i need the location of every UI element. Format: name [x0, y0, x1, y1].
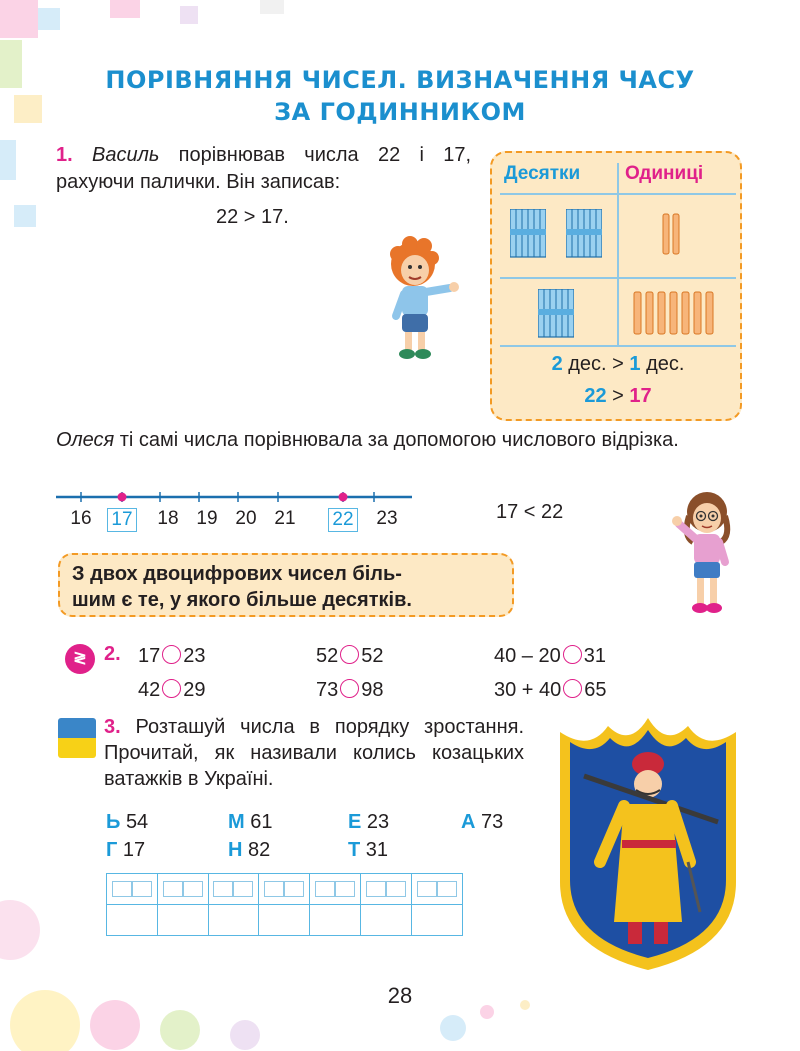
- answer-cell-number[interactable]: [411, 874, 462, 905]
- decor-square: [38, 8, 60, 30]
- table-divider: [500, 345, 736, 347]
- olesia-text: [56, 427, 746, 453]
- title-line-1: ПОРІВНЯННЯ ЧИСЕЛ. ВИЗНАЧЕННЯ ЧАСУ: [105, 66, 695, 94]
- number-line-label: 16: [70, 508, 92, 529]
- number-line-label: 21: [274, 508, 296, 529]
- rule-line-2: шим є те, у якого більше десятків.: [72, 589, 412, 611]
- answer-grid: [106, 873, 463, 936]
- table-divider: [500, 193, 736, 195]
- caption-text: дес. >: [562, 353, 630, 375]
- rule-box: [58, 553, 514, 617]
- exercise-2-number: 2.: [104, 643, 121, 665]
- boy-illustration: [388, 236, 468, 364]
- letter-value: [348, 839, 388, 862]
- exercise-3-text: [104, 714, 524, 792]
- tens-header: Десятки: [504, 163, 581, 184]
- answer-cell-letter[interactable]: [107, 905, 158, 936]
- compare-left: 40 – 20: [494, 645, 561, 667]
- answer-cell-number[interactable]: [208, 874, 259, 905]
- compare-right: 31: [583, 645, 606, 667]
- compare-left: 30 + 40: [494, 679, 562, 701]
- exercise-1-name: Василь: [91, 144, 160, 166]
- caption-value: 17: [629, 385, 652, 407]
- number-line-label: 19: [196, 508, 218, 529]
- answer-circle[interactable]: [563, 679, 582, 698]
- decor-dot: [230, 1020, 260, 1050]
- letter-value: [461, 811, 503, 834]
- number-line-label: 23: [376, 508, 398, 529]
- decor-square: [180, 6, 198, 24]
- decor-square: [260, 0, 284, 14]
- ones-sticks-icon: [632, 291, 720, 335]
- answer-circle[interactable]: [340, 679, 359, 698]
- caption-value: 2: [551, 353, 563, 375]
- table-divider: [500, 277, 736, 279]
- compare-left: 73: [316, 679, 339, 701]
- decor-dot: [440, 1015, 466, 1041]
- caption-text: дес.: [640, 353, 685, 375]
- ukraine-flag-icon: [58, 718, 96, 758]
- girl-illustration: [667, 488, 737, 618]
- exercise-1-body: порівнював числа 22 і 17, рахуючи палички. Він записав:: [56, 144, 472, 193]
- compare-right: 98: [361, 679, 384, 701]
- value: 61: [250, 811, 273, 833]
- olesia-result: 17 < 22: [496, 501, 564, 523]
- decor-square: [14, 205, 36, 227]
- compare-item: [316, 677, 384, 703]
- exercise-3-body: Розташуй числа в порядку зростання. Прочитай, як називали колись козацьких ватажків в Україні.: [104, 716, 524, 790]
- compare-icon: ≷: [65, 644, 95, 674]
- tens-bundle-icon: [566, 209, 602, 259]
- compare-right: 23: [183, 645, 206, 667]
- letter-value: [106, 839, 145, 862]
- compare-item: [138, 677, 206, 703]
- answer-cell-number[interactable]: [107, 874, 158, 905]
- table-divider: [617, 163, 619, 345]
- value: 73: [481, 811, 504, 833]
- olesia-body: ті самі числа порівнювала за допомогою числового відрізка.: [114, 429, 679, 451]
- olesia-name: Олеся: [56, 429, 115, 451]
- table-caption-numbers: [492, 385, 744, 408]
- answer-circle[interactable]: [162, 679, 181, 698]
- compare-left: 17: [138, 645, 161, 667]
- letter-value: [348, 811, 389, 834]
- number-line-label: 18: [157, 508, 179, 529]
- letter: М: [228, 811, 245, 833]
- number-line-label-marked: 17: [107, 508, 137, 532]
- letter: Е: [348, 811, 362, 833]
- letter-value: [228, 811, 272, 834]
- letter: Ь: [106, 811, 121, 833]
- compare-item: [494, 677, 607, 703]
- value: 54: [125, 811, 149, 833]
- compare-left: 52: [316, 645, 339, 667]
- number-line-marker: [118, 493, 127, 502]
- title-line-2: ЗА ГОДИННИКОМ: [274, 98, 526, 126]
- exercise-1-number: 1.: [56, 144, 73, 166]
- answer-cell-number[interactable]: [310, 874, 361, 905]
- value: 31: [365, 839, 389, 861]
- ones-header: Одиниці: [625, 163, 704, 184]
- letter-value: [228, 839, 270, 862]
- number-line-label-marked: 22: [328, 508, 358, 532]
- caption-value: 22: [584, 385, 607, 407]
- letter: Г: [106, 839, 118, 861]
- answer-cell-letter[interactable]: [208, 905, 259, 936]
- ones-sticks-icon: [662, 213, 682, 255]
- answer-cell-letter[interactable]: [259, 905, 310, 936]
- tens-bundle-icon: [538, 289, 574, 339]
- page-title: [40, 64, 760, 128]
- answer-cell-letter[interactable]: [157, 905, 208, 936]
- decor-dot: [0, 900, 40, 960]
- caption-text: >: [606, 385, 630, 407]
- decor-dot: [160, 1010, 200, 1050]
- value: 23: [366, 811, 390, 833]
- answer-grid-number-row: [107, 874, 463, 905]
- letter: Т: [348, 839, 361, 861]
- compare-item: [494, 643, 606, 669]
- exercise-1-result: 22 > 17.: [216, 206, 289, 228]
- cossack-coat-of-arms-icon: [550, 712, 746, 974]
- answer-cell-number[interactable]: [259, 874, 310, 905]
- answer-cell-number[interactable]: [157, 874, 208, 905]
- place-value-table: [490, 151, 742, 421]
- answer-circle[interactable]: [563, 645, 582, 664]
- compare-right: 29: [183, 679, 206, 701]
- answer-cell-letter[interactable]: [360, 905, 411, 936]
- answer-circle[interactable]: [162, 645, 181, 664]
- rule-line-1: З двох двоцифрових чисел біль-: [72, 563, 402, 585]
- letter: А: [461, 811, 476, 833]
- caption-value: 1: [629, 353, 641, 375]
- value: 82: [248, 839, 271, 861]
- answer-cell-letter[interactable]: [411, 905, 462, 936]
- decor-square: [14, 95, 42, 123]
- table-caption-tens: [492, 353, 744, 376]
- number-line-label: 20: [235, 508, 257, 529]
- compare-right: 65: [584, 679, 607, 701]
- answer-cell-number[interactable]: [360, 874, 411, 905]
- compare-right: 52: [361, 645, 384, 667]
- answer-circle[interactable]: [340, 645, 359, 664]
- decor-square: [0, 0, 38, 38]
- exercise-1-text: [56, 142, 471, 196]
- letter: Н: [228, 839, 243, 861]
- number-line-marker: [339, 493, 348, 502]
- answer-grid-letter-row: [107, 905, 463, 936]
- value: 17: [122, 839, 146, 861]
- decor-square: [0, 140, 16, 180]
- letter-value: [106, 811, 148, 834]
- compare-item: [316, 643, 384, 669]
- compare-left: 42: [138, 679, 161, 701]
- compare-item: [138, 643, 206, 669]
- answer-cell-letter[interactable]: [310, 905, 361, 936]
- number-line-axis: [56, 485, 416, 509]
- decor-square: [0, 40, 22, 88]
- exercise-3-number: 3.: [104, 716, 121, 738]
- tens-bundle-icon: [510, 209, 546, 259]
- page-number: 28: [387, 983, 413, 1008]
- decor-square: [110, 0, 140, 18]
